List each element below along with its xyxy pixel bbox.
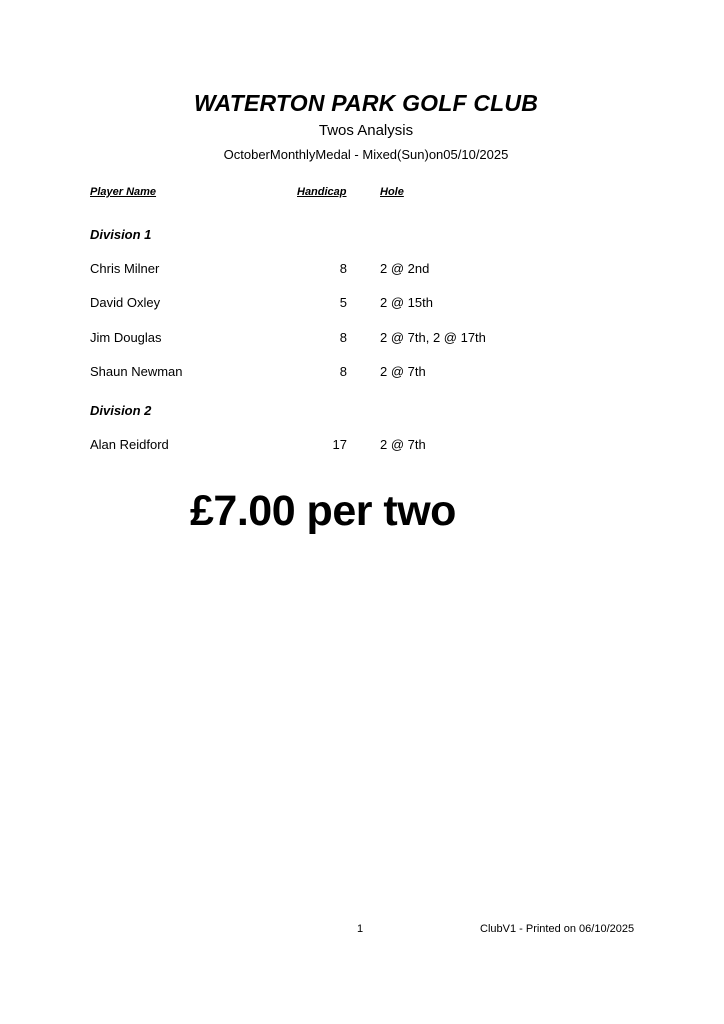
column-header-hole: Hole (380, 186, 404, 198)
player-name: Alan Reidford (90, 437, 169, 452)
player-handicap: 8 (339, 364, 347, 379)
column-header-player-name: Player Name (90, 186, 157, 198)
player-hole: 2 @ 2nd (380, 261, 430, 276)
table-row (0, 330, 724, 350)
player-hole: 2 @ 7th, 2 @ 17th (380, 330, 486, 345)
player-handicap: 8 (339, 261, 347, 276)
payout-amount: £7.00 per two (190, 487, 456, 535)
player-name: David Oxley (90, 295, 161, 310)
division-heading: Division 1 (90, 227, 152, 242)
report-title: Twos Analysis (318, 122, 414, 139)
player-name: Jim Douglas (90, 330, 162, 345)
event-name: OctoberMonthlyMedal - Mixed(Sun)on05/10/2025 (223, 147, 509, 162)
column-header-handicap: Handicap (297, 186, 347, 198)
table-row (0, 364, 724, 384)
division-heading: Division 2 (90, 403, 152, 418)
player-name: Chris Milner (90, 261, 160, 276)
page-number: 1 (357, 923, 364, 935)
player-hole: 2 @ 7th (380, 364, 426, 379)
player-hole: 2 @ 15th (380, 295, 433, 310)
club-name: WATERTON PARK GOLF CLUB (193, 90, 539, 116)
player-hole: 2 @ 7th (380, 437, 426, 452)
player-handicap: 8 (339, 330, 347, 345)
player-handicap: 5 (339, 295, 347, 310)
table-row (0, 295, 724, 315)
table-row (0, 437, 724, 457)
player-handicap: 17 (332, 437, 347, 452)
table-row (0, 261, 724, 281)
player-name: Shaun Newman (90, 364, 183, 379)
printed-on: ClubV1 - Printed on 06/10/2025 (480, 923, 635, 935)
